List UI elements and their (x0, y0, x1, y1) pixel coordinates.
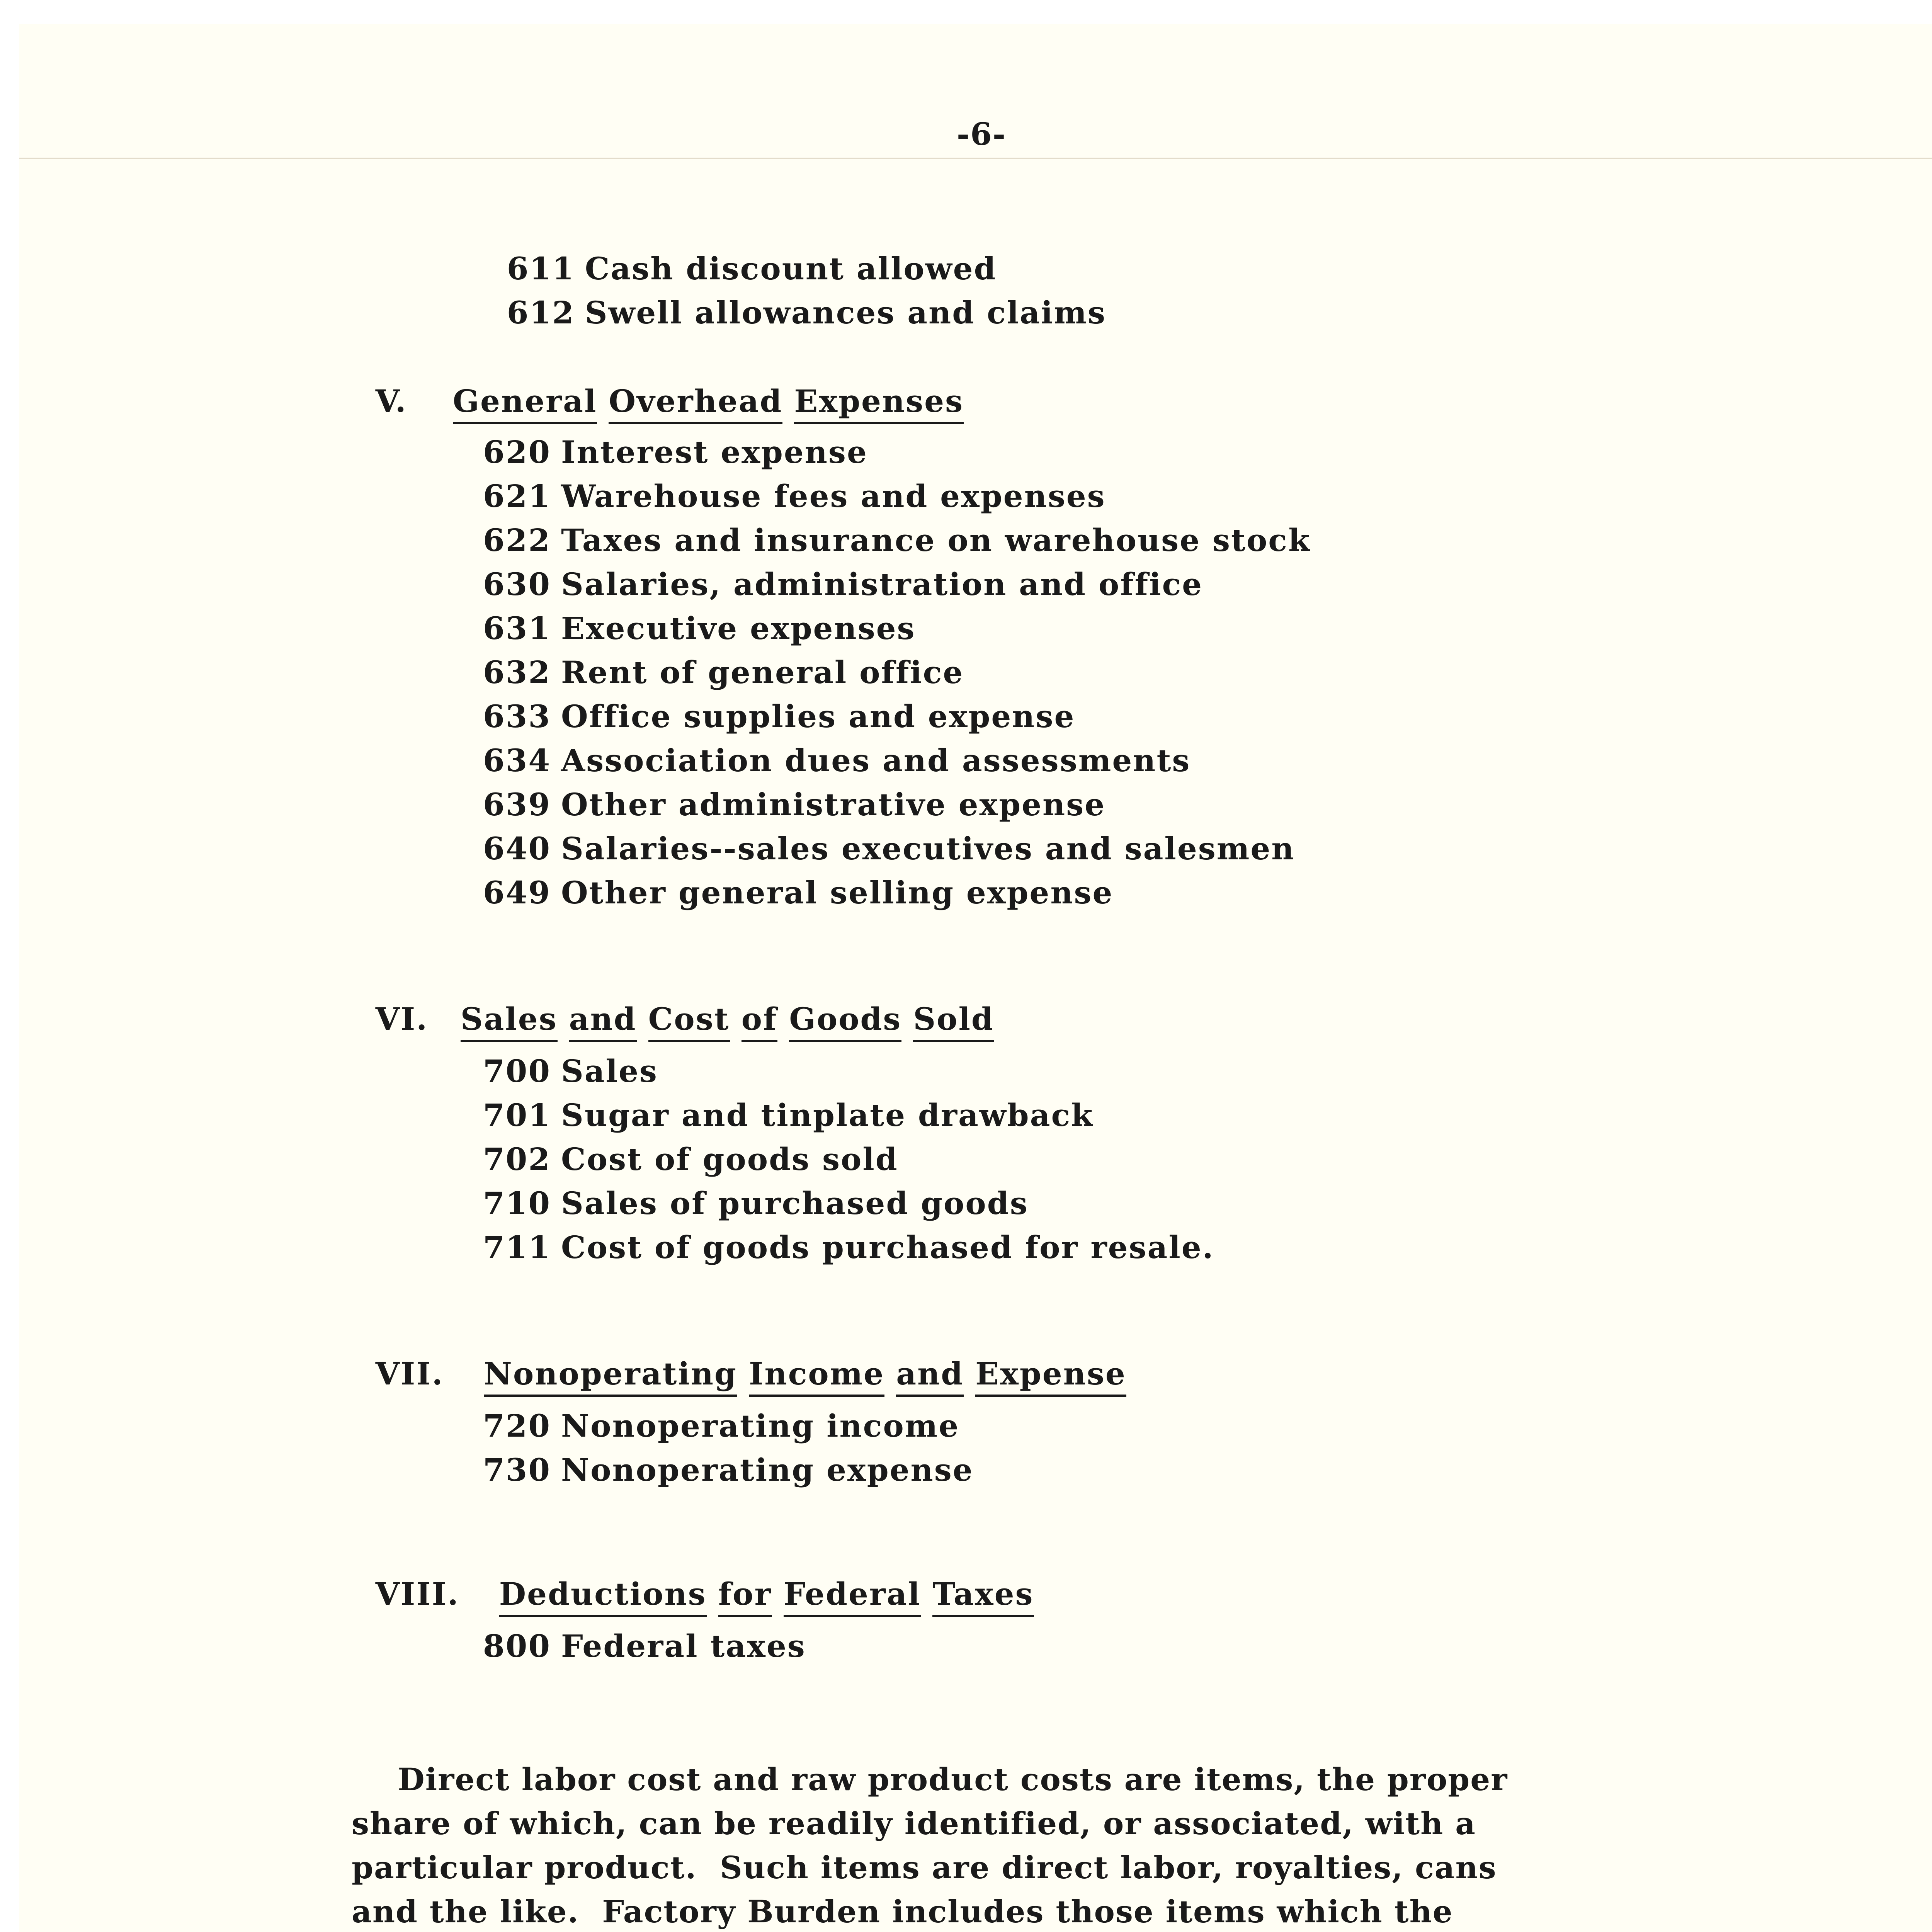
account-label: Office supplies and expense (561, 698, 1075, 735)
account-code: 611 (507, 250, 575, 287)
heading-word: and (896, 1354, 964, 1397)
account-label: Swell allowances and claims (585, 294, 1107, 331)
account-label: Warehouse fees and expenses (561, 478, 1106, 514)
list-item (483, 1228, 1214, 1267)
section-numeral: VI. (375, 1001, 429, 1037)
paragraph-line: share of which, can be readily identified, or associated, with a (352, 1805, 1476, 1842)
paragraph-line: particular product. Such items are direct labor, royalties, cans (352, 1849, 1497, 1886)
heading-word: General (453, 382, 597, 424)
account-code: 702 (483, 1141, 551, 1177)
list-item (483, 477, 1106, 515)
section-heading-v (352, 343, 975, 424)
account-code: 632 (483, 654, 551, 690)
account-code: 633 (483, 698, 551, 735)
account-label: Association dues and assessments (561, 742, 1191, 779)
paragraph-line: and the like. Factory Burden includes those items which the (352, 1893, 1453, 1930)
section-heading-viii (352, 1536, 1046, 1617)
paragraph-line: Direct labor cost and raw product costs are items, the proper (352, 1761, 1508, 1798)
section-numeral: VII. (375, 1355, 444, 1392)
heading-word: Cost (648, 1000, 730, 1042)
section-heading-vi (352, 961, 1006, 1042)
list-item (483, 521, 1311, 560)
list-item (483, 873, 1113, 912)
account-label: Federal taxes (561, 1628, 806, 1664)
account-code: 720 (483, 1408, 551, 1444)
paragraph-direct-labor (352, 1760, 1781, 1932)
list-item (483, 565, 1203, 604)
list-item (483, 653, 964, 692)
section-numeral: V. (375, 383, 407, 419)
section-heading-vii (352, 1316, 1138, 1397)
account-label: Other general selling expense (561, 874, 1114, 911)
list-item (483, 1184, 1029, 1223)
heading-word: Expense (975, 1354, 1126, 1397)
account-code: 649 (483, 874, 551, 911)
heading-word: Deductions (499, 1575, 707, 1617)
account-label: Nonoperating income (561, 1408, 960, 1444)
list-item (483, 1052, 658, 1090)
heading-word: Expenses (794, 382, 964, 424)
list-item (483, 609, 916, 648)
heading-word: Income (749, 1354, 884, 1397)
heading-word: Taxes (932, 1575, 1034, 1617)
account-code: 621 (483, 478, 551, 514)
account-code: 800 (483, 1628, 551, 1664)
account-label: Salaries--sales executives and salesmen (561, 830, 1295, 867)
list-item (483, 1406, 959, 1445)
heading-word: and (569, 1000, 637, 1042)
fold-line (19, 158, 1932, 159)
account-label: Sales (561, 1053, 658, 1089)
heading-word: for (718, 1575, 772, 1617)
list-item (483, 829, 1295, 868)
account-code: 620 (483, 434, 551, 470)
account-code: 634 (483, 742, 551, 779)
account-label: Cost of goods purchased for resale. (561, 1229, 1214, 1265)
list-item (483, 741, 1190, 780)
account-label: Salaries, administration and office (561, 566, 1203, 602)
list-item (483, 1627, 806, 1665)
heading-word: Overhead (609, 382, 782, 424)
account-code: 711 (483, 1229, 551, 1265)
account-code: 631 (483, 610, 551, 646)
account-label: Interest expense (561, 434, 868, 470)
list-item (483, 433, 868, 471)
account-code: 612 (507, 294, 575, 331)
account-code: 700 (483, 1053, 551, 1089)
account-label: Sales of purchased goods (561, 1185, 1029, 1221)
list-item (483, 785, 1105, 824)
section-numeral: VIII. (375, 1576, 459, 1612)
list-item (483, 1096, 1094, 1134)
account-label: Other administrative expense (561, 786, 1106, 823)
heading-word: of (742, 1000, 778, 1042)
account-code: 640 (483, 830, 551, 867)
account-code: 710 (483, 1185, 551, 1221)
heading-word: Nonoperating (484, 1354, 737, 1397)
account-label: Cash discount allowed (585, 250, 997, 287)
list-item (483, 1451, 974, 1489)
heading-word: Goods (789, 1000, 901, 1042)
account-label: Cost of goods sold (561, 1141, 898, 1177)
account-code: 639 (483, 786, 551, 823)
account-label: Taxes and insurance on warehouse stock (561, 522, 1311, 558)
account-code: 701 (483, 1097, 551, 1133)
heading-word: Federal (784, 1575, 921, 1617)
list-item (483, 255, 1106, 332)
account-code: 630 (483, 566, 551, 602)
account-code: 730 (483, 1452, 551, 1488)
list-item (483, 697, 1075, 736)
page-number: -6- (956, 116, 1007, 152)
account-label: Sugar and tinplate drawback (561, 1097, 1094, 1133)
list-item (483, 1140, 898, 1179)
heading-word: Sold (913, 1000, 994, 1042)
account-code: 622 (483, 522, 551, 558)
account-label: Executive expenses (561, 610, 916, 646)
account-label: Rent of general office (561, 654, 964, 690)
heading-word: Sales (461, 1000, 558, 1042)
account-label: Nonoperating expense (561, 1452, 974, 1488)
